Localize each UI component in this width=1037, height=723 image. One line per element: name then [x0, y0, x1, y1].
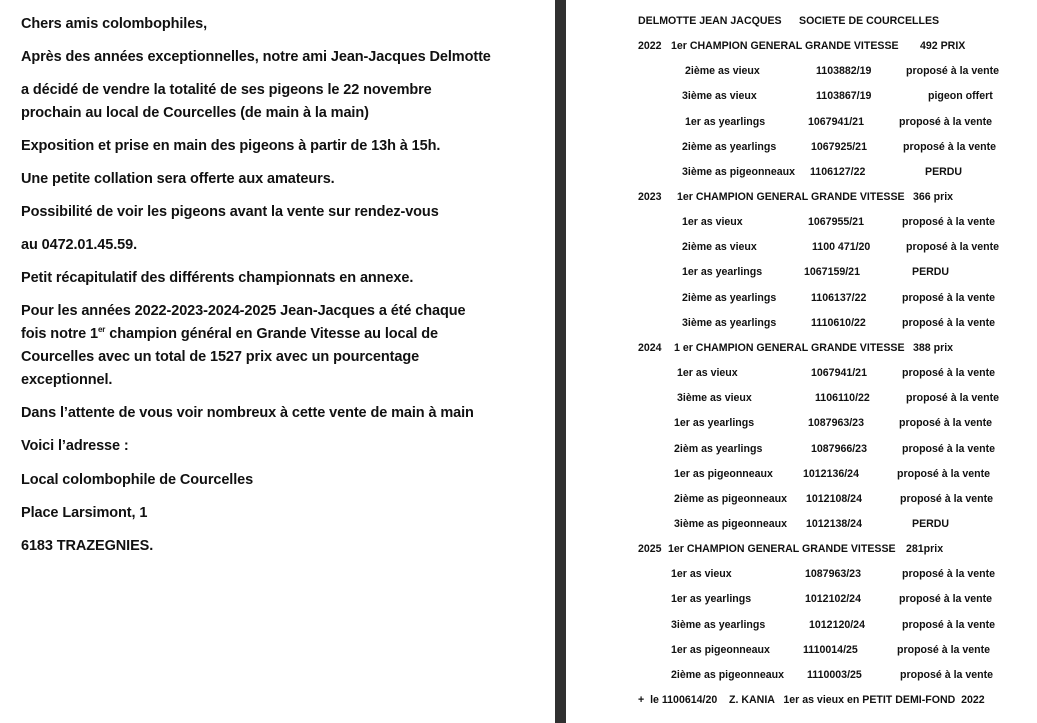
prize-count: 281prix: [906, 543, 944, 555]
pigeon-status: proposé à la vente: [900, 669, 994, 681]
pigeon-ring: 1106110/22: [815, 392, 870, 404]
prize-count: 388 prix: [913, 342, 954, 354]
pigeon-rank: 3ième as yearlings: [682, 317, 777, 329]
annex-header-society: SOCIETE DE COURCELLES: [799, 15, 940, 27]
pigeon-ring: 1103882/19: [816, 65, 872, 77]
paragraph-summary-line-1: Pour les années 2022-2023-2024-2025 Jean-Jacques a été chaque: [21, 303, 466, 319]
pigeon-ring: 1103867/19: [816, 90, 872, 102]
championship-title: 1er CHAMPION GENERAL GRANDE VITESSE: [677, 191, 905, 203]
pigeon-status: proposé à la vente: [902, 443, 996, 455]
paragraph-visit-line-1: Possibilité de voir les pigeons avant la vente sur rendez-vous: [21, 204, 439, 220]
annex-footnote: + le 1100614/20 Z. KANIA 1er as vieux en PETIT DEMI-FOND 2022: [638, 694, 985, 706]
paragraph-visit-phone: au 0472.01.45.59.: [21, 237, 138, 253]
pigeon-rank: 2ième as pigeonneaux: [674, 493, 788, 505]
year-label: 2022: [638, 40, 662, 52]
pigeon-ring: 1110014/25: [803, 644, 858, 656]
championship-title: 1er CHAMPION GENERAL GRANDE VITESSE: [668, 543, 896, 555]
paragraph-exposition: Exposition et prise en main des pigeons à partir de 13h à 15h.: [21, 138, 441, 154]
pigeon-rank: 3ième as pigeonneaux: [682, 166, 796, 178]
paragraph-summary-line-3: Courcelles avec un total de 1527 prix avec un pourcentage: [21, 349, 420, 365]
pigeon-ring: 1110003/25: [807, 669, 862, 681]
pigeon-ring: 1067159/21: [804, 266, 860, 278]
year-label: 2024: [638, 342, 662, 354]
pigeon-status: proposé à la vente: [899, 593, 993, 605]
pigeon-status: proposé à la vente: [897, 644, 991, 656]
pigeon-ring: 1087963/23: [808, 417, 864, 429]
pigeon-ring: 1087966/23: [811, 443, 867, 455]
pigeon-rank: 1er as yearlings: [674, 417, 755, 429]
pigeon-rank: 2ièm as yearlings: [674, 443, 763, 455]
pigeon-rank: 2ième as yearlings: [682, 292, 777, 304]
summary-line-2-pre: fois notre 1: [21, 326, 98, 342]
pigeon-rank: 2ième as vieux: [682, 241, 757, 253]
pigeon-rank: 1er as pigeonneaux: [671, 644, 770, 656]
pigeon-ring: 1067941/21: [808, 116, 864, 128]
championship-title: 1 er CHAMPION GENERAL GRANDE VITESSE: [674, 342, 905, 354]
pigeon-ring: 1106127/22: [810, 166, 866, 178]
pigeon-ring: 1012136/24: [803, 468, 859, 480]
pigeon-ring: 1067955/21: [808, 216, 864, 228]
pigeon-status: proposé à la vente: [899, 417, 993, 429]
summary-line-2-post: champion général en Grande Vitesse au local de: [105, 326, 439, 342]
pigeon-status: proposé à la vente: [900, 493, 994, 505]
pigeon-ring: 1110610/22: [811, 317, 866, 329]
pigeon-rank: 1er as yearlings: [682, 266, 763, 278]
pigeon-status: proposé à la vente: [906, 241, 1000, 253]
address-line-3: 6183 TRAZEGNIES.: [21, 538, 154, 554]
paragraph-recap: Petit récapitulatif des différents championnats en annexe.: [21, 270, 414, 286]
pigeon-ring: 1012138/24: [806, 518, 862, 530]
pigeon-status: PERDU: [912, 266, 950, 278]
prize-count: 492 PRIX: [920, 40, 966, 52]
pigeon-status: proposé à la vente: [902, 317, 996, 329]
pigeon-status: PERDU: [925, 166, 963, 178]
pigeon-status: proposé à la vente: [906, 65, 1000, 77]
pigeon-rank: 3ième as pigeonneaux: [674, 518, 788, 530]
pigeon-status: proposé à la vente: [897, 468, 991, 480]
annex-page: [566, 0, 1037, 723]
annex-header-name: DELMOTTE JEAN JACQUES: [638, 15, 782, 27]
pigeon-status: proposé à la vente: [902, 292, 996, 304]
pigeon-rank: 1er as vieux: [671, 568, 732, 580]
pigeon-status: proposé à la vente: [902, 216, 996, 228]
pigeon-rank: 3ième as vieux: [682, 90, 757, 102]
pigeon-status: PERDU: [912, 518, 950, 530]
year-label: 2023: [638, 191, 662, 203]
pigeon-ring: 1100 471/20: [812, 241, 871, 253]
pigeon-status: proposé à la vente: [903, 141, 997, 153]
pigeon-ring: 1067925/21: [811, 141, 867, 153]
pigeon-ring: 1106137/22: [811, 292, 867, 304]
pigeon-rank: 3ième as vieux: [677, 392, 752, 404]
paragraph-intro-line-2: a décidé de vendre la totalité de ses pigeons le 22 novembre: [21, 82, 432, 98]
greeting: Chers amis colombophiles,: [21, 16, 208, 32]
pigeon-ring: 1012108/24: [806, 493, 862, 505]
paragraph-summary-line-4: exceptionnel.: [21, 372, 113, 388]
pigeon-ring: 1012102/24: [805, 593, 861, 605]
paragraph-collation: Une petite collation sera offerte aux amateurs.: [21, 171, 335, 187]
pigeon-rank: 1er as vieux: [677, 367, 738, 379]
pigeon-status: proposé à la vente: [902, 367, 996, 379]
pigeon-status: proposé à la vente: [906, 392, 1000, 404]
pigeon-rank: 2ième as pigeonneaux: [671, 669, 785, 681]
pigeon-rank: 1er as vieux: [682, 216, 743, 228]
superscript-er: er: [97, 325, 106, 334]
pigeon-status: proposé à la vente: [899, 116, 993, 128]
pigeon-ring: 1087963/23: [805, 568, 861, 580]
pigeon-status: proposé à la vente: [902, 619, 996, 631]
championship-title: 1er CHAMPION GENERAL GRANDE VITESSE: [671, 40, 899, 52]
pigeon-status: proposé à la vente: [902, 568, 996, 580]
pigeon-rank: 2ième as yearlings: [682, 141, 777, 153]
paragraph-summary-line-2: [21, 323, 438, 346]
pigeon-status: pigeon offert: [928, 90, 993, 102]
pigeon-ring: 1067941/21: [811, 367, 867, 379]
pigeon-rank: 1er as yearlings: [685, 116, 766, 128]
paragraph-intro-line-1: Après des années exceptionnelles, notre ami Jean-Jacques Delmotte: [21, 49, 491, 65]
pigeon-rank: 1er as yearlings: [671, 593, 752, 605]
page-separator: [555, 0, 566, 723]
address-intro: Voici l’adresse :: [21, 438, 129, 454]
address-line-1: Local colombophile de Courcelles: [21, 472, 254, 488]
pigeon-rank: 2ième as vieux: [685, 65, 760, 77]
prize-count: 366 prix: [913, 191, 954, 203]
paragraph-intro-line-3: prochain au local de Courcelles (de main à la main): [21, 105, 369, 121]
address-line-2: Place Larsimont, 1: [21, 505, 148, 521]
pigeon-ring: 1012120/24: [809, 619, 865, 631]
pigeon-rank: 3ième as yearlings: [671, 619, 766, 631]
year-label: 2025: [638, 543, 662, 555]
pigeon-rank: 1er as pigeonneaux: [674, 468, 773, 480]
paragraph-closing: Dans l’attente de vous voir nombreux à cette vente de main à main: [21, 405, 474, 421]
